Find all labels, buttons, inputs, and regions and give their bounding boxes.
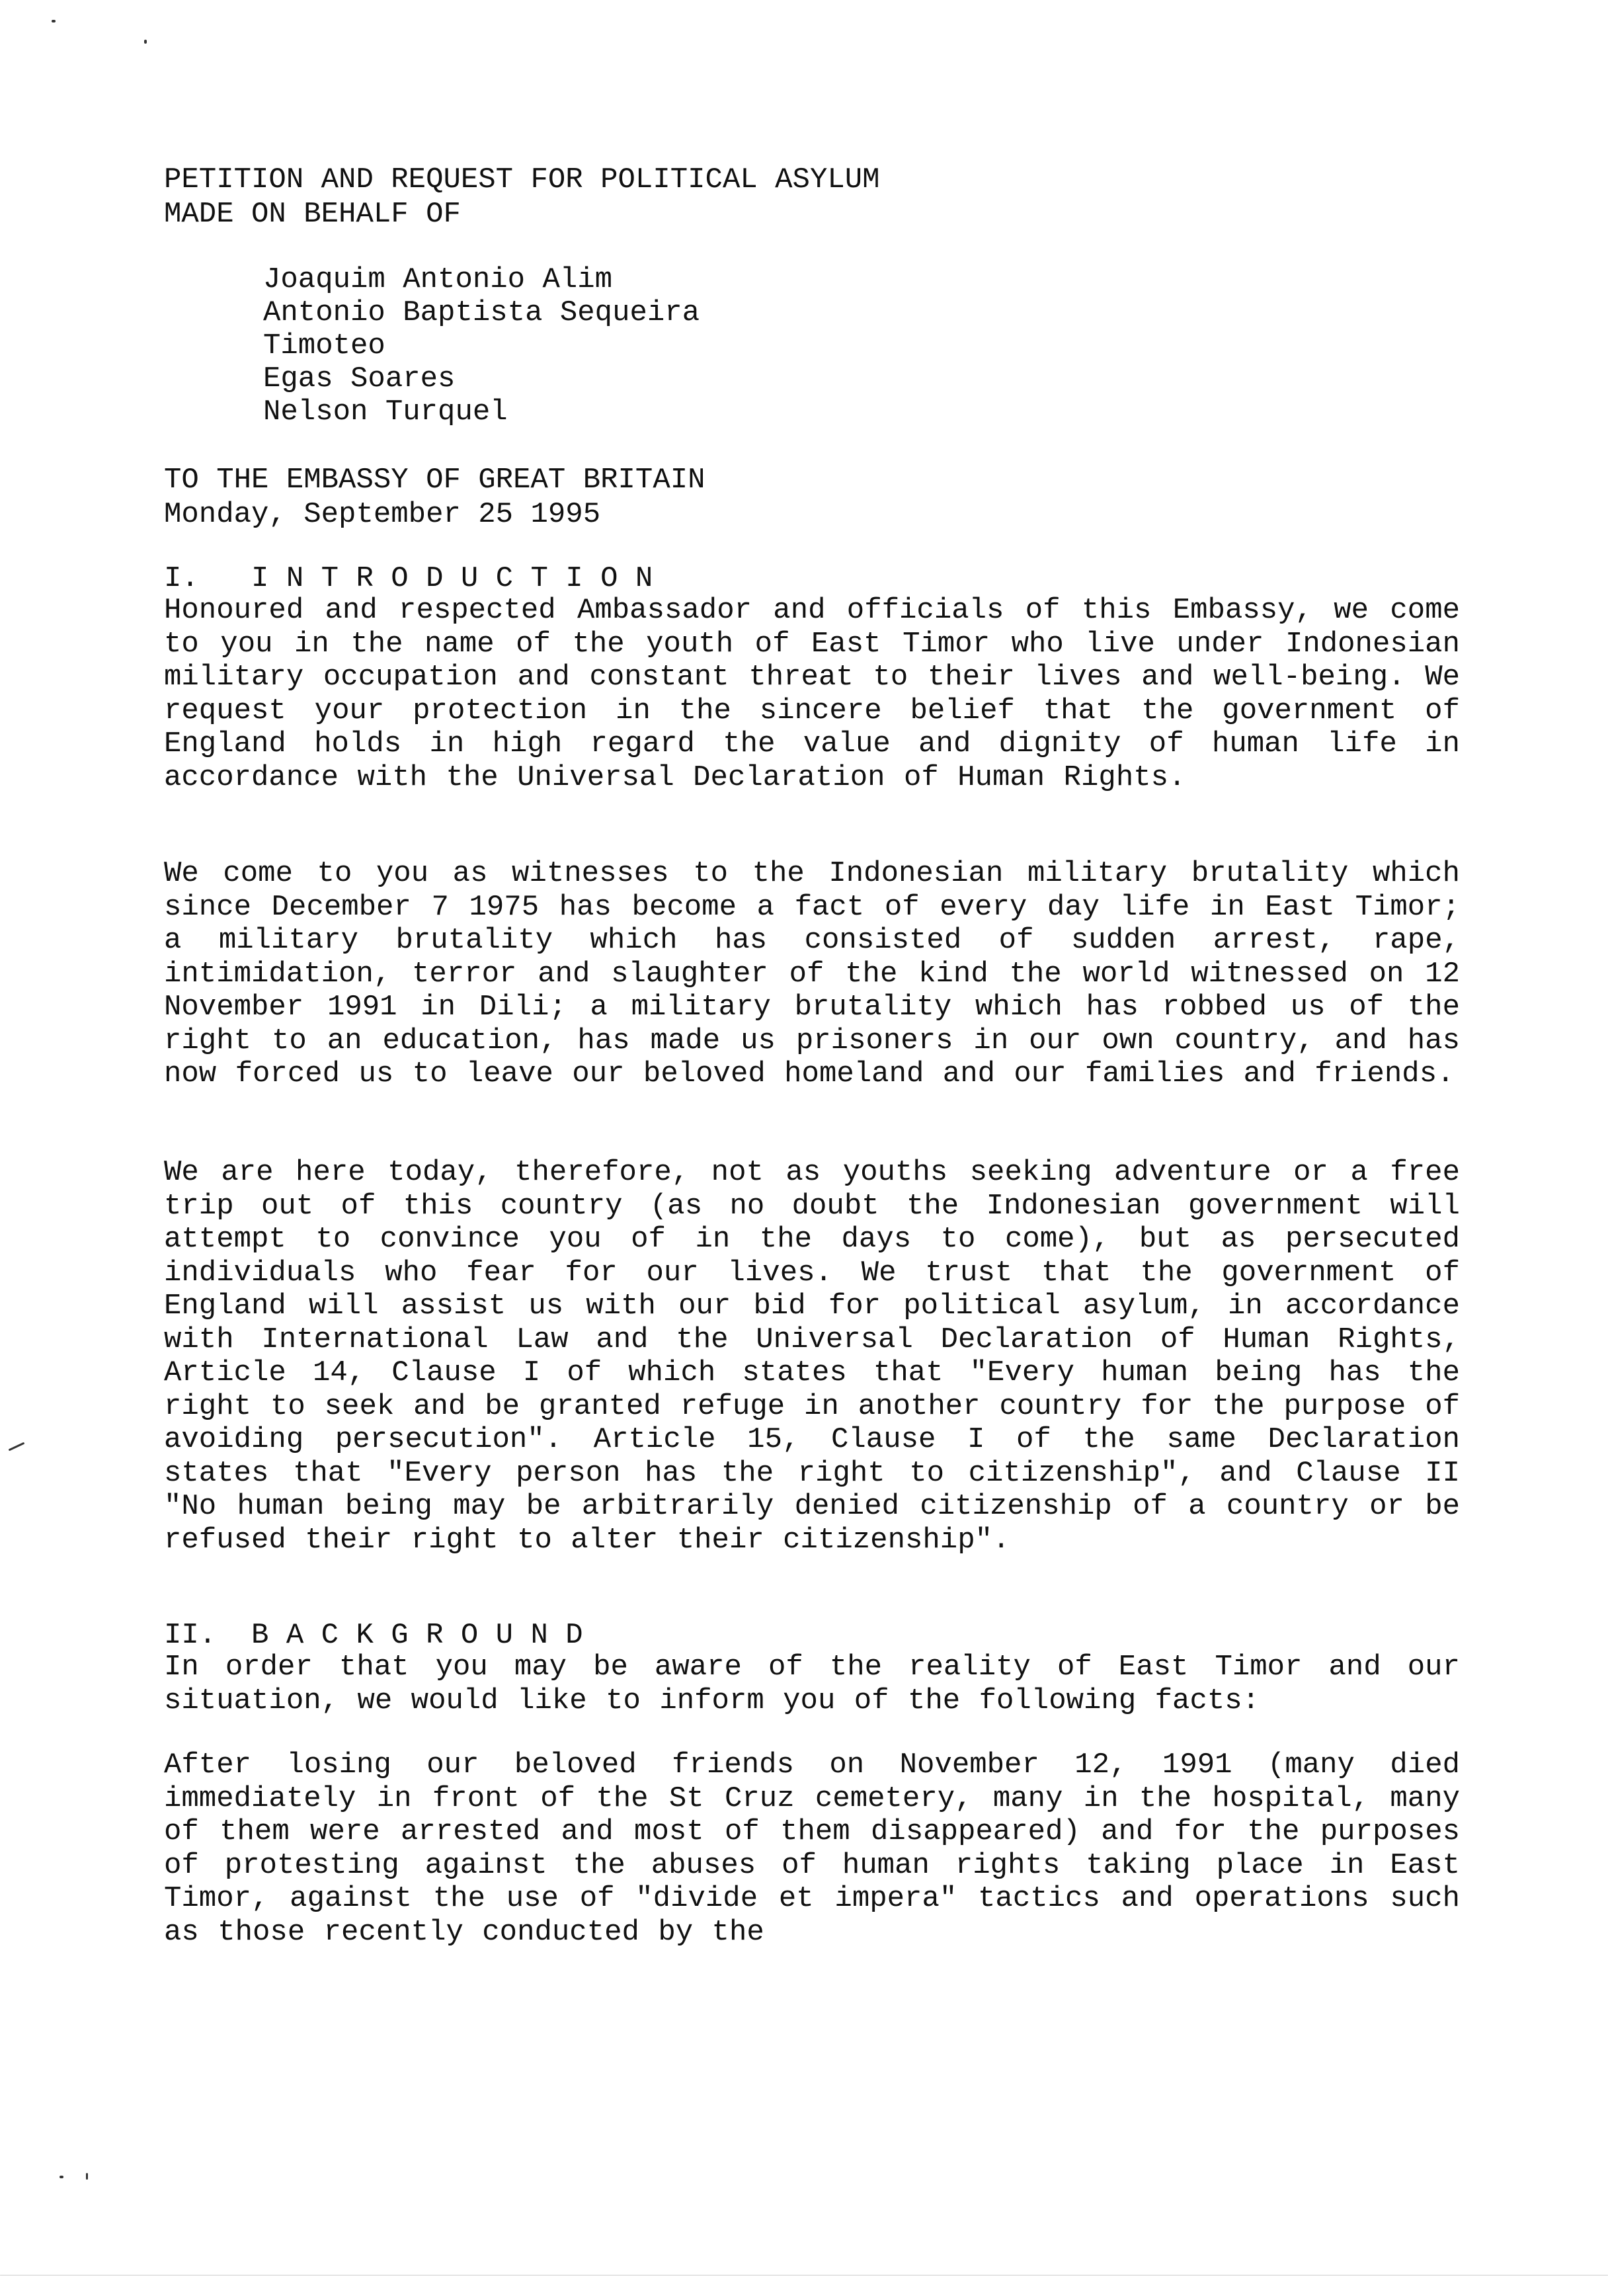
paragraph: In order that you may be aware of the reality of East Timor and our situation, we would like to inform you of the following facts:	[164, 1651, 1460, 1717]
addressee-line: TO THE EMBASSY OF GREAT BRITAIN	[164, 464, 705, 497]
scan-edge-line	[0, 2275, 1608, 2276]
title-line: PETITION AND REQUEST FOR POLITICAL ASYLUM	[164, 163, 880, 196]
title-line: MADE ON BEHALF OF	[164, 198, 461, 231]
petitioner-name: Egas Soares	[263, 362, 456, 395]
document-title	[164, 163, 880, 231]
paragraph: We are here today, therefore, not as youths seeking adventure or a free trip out of this country (as no doubt the Indonesian government will attempt to convince you of in the days to come), but as persecuted individuals who fear for our lives. We trust that the government of England will assist us with our bid for political asylum, in accordance with International Law and the Universal Declaration of Human Rights, Article 14, Clause I of which states that "Every human being has the right to seek and be granted refuge in another country for the purpose of avoiding persecution". Article 15, Clause I of the same Declaration states that "Every person has the right to citizenship", and Clause II "No human being may be arbitrarily denied citizenship of a country or be refused their right to alter their citizenship".	[164, 1156, 1460, 1557]
paragraph: After losing our beloved friends on November 12, 1991 (many died immediately in front of the St Cruz cemetery, many in the hospital, many of them were arrested and most of them disappeared) and for the purposes of protesting against the abuses of human rights taking place in East Timor, against the use of "divide et impera" tactics and operations such as those recently conducted by the	[164, 1748, 1460, 1949]
section-heading-background: II. B A C K G R O U N D	[164, 1619, 583, 1652]
petitioner-name: Nelson Turquel	[263, 395, 508, 429]
petitioner-name: Timoteo	[263, 329, 385, 362]
scan-speck	[144, 40, 147, 44]
petitioner-list	[263, 263, 700, 429]
scan-speck	[52, 20, 56, 22]
addressee	[164, 463, 705, 532]
document-date: Monday, September 25 1995	[164, 498, 601, 531]
petitioner-name: Joaquim Antonio Alim	[263, 263, 613, 296]
scan-speck	[9, 1442, 25, 1452]
paragraph: We come to you as witnesses to the Indonesian military brutality which since December 7 1975 has become a fact of every day life in East Timor; a military brutality which has consisted of sudden arrest, rape, intimidation, terror and slaughter of the kind the world witnessed on 12 November 1991 in Dili; a military brutality which has robbed us of the right to an education, has made us prisoners in our own country, and has now forced us to leave our beloved homeland and our families and friends.	[164, 857, 1460, 1090]
paragraph: Honoured and respected Ambassador and officials of this Embassy, we come to you in the name of the youth of East Timor who live under Indonesian military occupation and constant threat to their lives and well-being. We request your protection in the sincere belief that the government of England holds in high regard the value and dignity of human life in accordance with the Universal Declaration of Human Rights.	[164, 594, 1460, 794]
section-heading-introduction: I. I N T R O D U C T I O N	[164, 562, 653, 595]
scan-speck	[86, 2173, 88, 2180]
petitioner-name: Antonio Baptista Sequeira	[263, 296, 700, 329]
scan-speck	[60, 2176, 63, 2178]
